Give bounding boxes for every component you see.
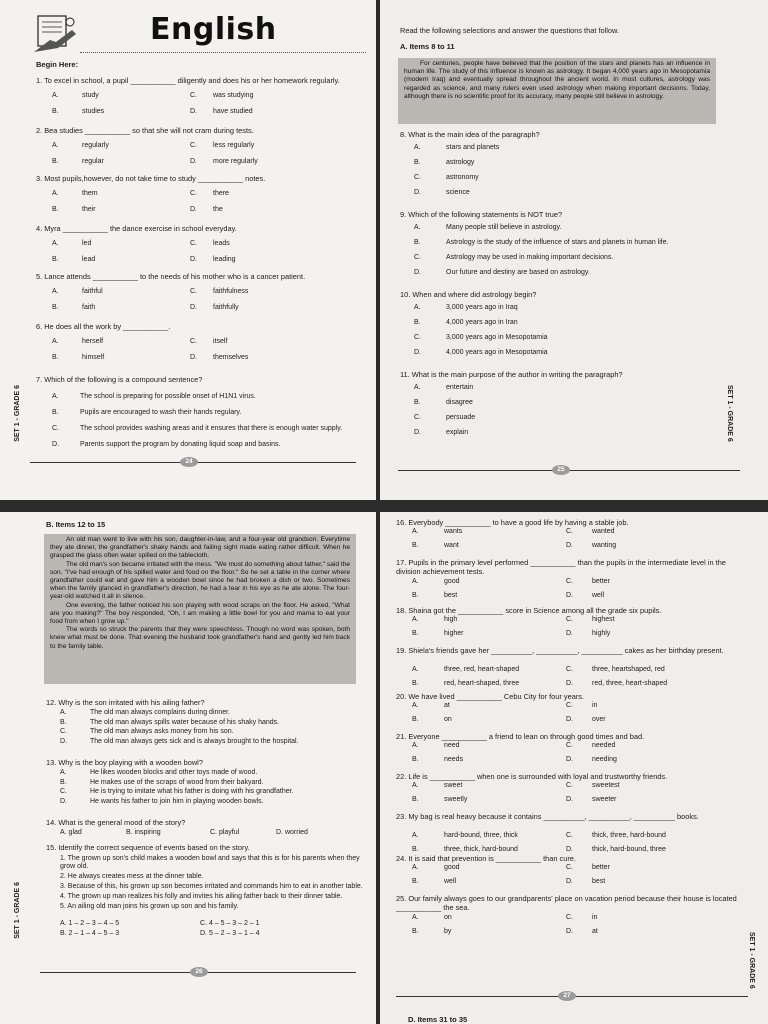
option-a-text: need [444, 742, 460, 749]
option-text: The school is preparing for possible onset of H1N1 virus. [80, 393, 256, 400]
section-a-heading: A. Items 8 to 11 [400, 42, 455, 51]
option-a: A. 1 – 2 – 3 – 4 – 5 [60, 920, 120, 927]
option-b: B. [412, 716, 419, 723]
option-d: D. [566, 592, 573, 599]
option-c: C. [566, 832, 573, 839]
option-d-text: wanting [592, 542, 617, 549]
option-d: D. [190, 108, 197, 115]
option-d-text: over [592, 716, 606, 723]
option-letter: D. [60, 797, 67, 805]
option-text: He is trying to imitate what his father is doing with his grandfather. [90, 788, 294, 795]
option-d-text: highly [592, 630, 611, 637]
question: 21. Everyone ___________ a friend to lean on through good times and bad. [396, 732, 645, 741]
passage-paragraph: One evening, the father noticed his son playing with wood scraps on the floor. He asked, "What are you making?" The boy responded, "Oh, I am making a little bowl for you and mama to eat your food from when I grow up." [50, 601, 350, 626]
question: 11. What is the main purpose of the author in writing the paragraph? [400, 370, 623, 379]
option-d-text: sweeter [592, 796, 617, 803]
option-b: B. [52, 108, 59, 115]
option-text: astrology [446, 159, 475, 166]
option-c-text: three, heartshaped, red [592, 666, 665, 673]
option-b-text: well [444, 878, 457, 885]
option-c-text: thick, three, hard-bound [592, 832, 666, 839]
option-letter: A. [414, 144, 421, 151]
option-d-text: at [592, 928, 598, 935]
option-b-text: himself [82, 354, 105, 361]
option-a: A. [412, 832, 419, 839]
option-c-text: in [592, 914, 598, 921]
option-c: C. [566, 742, 573, 749]
option-a-text: wants [444, 528, 463, 535]
option-letter: C. [414, 414, 421, 421]
side-label: SET 1 - GRADE 6 [14, 882, 21, 939]
option-d-text: thick, hard-bound, three [592, 846, 666, 853]
option-c-text: sweetest [592, 782, 620, 789]
page-title: English [150, 12, 277, 47]
option-a-text: at [444, 702, 450, 709]
astrology-passage [398, 58, 716, 124]
option-text: 4,000 years ago in Mesopotamia [446, 349, 548, 356]
option-text: stars and planets [446, 144, 500, 151]
option-b-text: needs [444, 756, 464, 763]
option-c: C. 4 – 5 – 3 – 2 – 1 [200, 920, 260, 927]
option-d-text: best [592, 878, 606, 885]
option-b: B. [52, 158, 59, 165]
option-letter: B. [60, 718, 67, 726]
option-text: He likes wooden blocks and other toys made of wood. [90, 769, 258, 776]
option-a-text: good [444, 864, 460, 871]
option-text: explain [446, 429, 469, 436]
option-text: Astrology is the study of the influence of stars and planets in human life. [446, 239, 669, 246]
option-d: D. [566, 878, 573, 885]
option-d: D. [566, 630, 573, 637]
option-letter: D. [414, 429, 421, 436]
page-24 [0, 0, 376, 500]
page-25-content [380, 0, 768, 500]
option-d: D. worried [276, 829, 308, 836]
option-letter: C. [414, 254, 421, 261]
option-c: C. [566, 578, 573, 585]
passage-paragraph: An old man went to live with his son, daughter-in-law, and a four-year old grandson. Everytime they ate dinner, the grandfather's shaky hands and failing sight made eating rather difficult. When he grasped the glass often water spilled on the tablecloth. [50, 536, 350, 560]
option-d: D. [566, 846, 573, 853]
option-a-text: faithful [82, 288, 103, 295]
page-26-content [0, 512, 376, 1024]
option-letter: C. [60, 728, 67, 735]
side-label: SET 1 - GRADE 6 [14, 385, 21, 442]
title-divider [80, 52, 366, 53]
option-a-text: high [444, 616, 458, 623]
option-c: C. [566, 702, 573, 709]
question: 10. When and where did astrology begin? [400, 290, 537, 299]
option-b: B. [412, 928, 419, 935]
question: 19. Shiela's friends gave her __________, __________, __________ cakes as her birthday present. [396, 646, 724, 655]
option-letter: B. [60, 778, 67, 786]
side-label: SET 1 - GRADE 6 [748, 932, 755, 989]
option-text: Our future and destiny are based on astrology. [446, 269, 590, 276]
question: 3. Most pupils,however, do not take time to study ___________ notes. [36, 174, 266, 183]
option-a-text: regularly [82, 142, 109, 149]
option-d-text: needing [592, 756, 617, 763]
option-a: A. [412, 616, 419, 623]
event: 5. An ailing old man joins his grown up son and his family. [60, 903, 239, 910]
option-a: A. [52, 190, 59, 197]
option-b-text: best [444, 592, 458, 599]
page-number: 25 [552, 465, 570, 475]
option-letter: B. [414, 239, 421, 246]
question: 9. Which of the following statements is NOT true? [400, 210, 563, 219]
option-letter: B. [414, 159, 421, 166]
option-c: C. [190, 240, 197, 247]
option-c-text: leads [213, 240, 230, 247]
option-text: entertain [446, 384, 474, 391]
option-text: astronomy [446, 174, 479, 181]
page-27-content [380, 512, 768, 1024]
option-b: B. [52, 206, 59, 213]
question: 16. Everybody ___________ to have a good life by having a stable job. [396, 518, 629, 527]
option-b: B. inspiring [126, 829, 161, 836]
option-c-text: better [592, 578, 610, 585]
option-b: B. [52, 354, 59, 361]
option-d: D. [190, 304, 197, 311]
option-a: A. [52, 92, 59, 99]
option-c-text: there [213, 190, 229, 197]
option-d-text: red, three, heart-shaped [592, 680, 668, 687]
option-d: D. [566, 796, 573, 803]
option-letter: A. [60, 709, 67, 716]
option-c-text: faithfulness [213, 288, 249, 295]
option-b-text: three, thick, hard-bound [444, 846, 518, 853]
option-letter: C. [60, 788, 67, 795]
question: 4. Myra ___________ the dance exercise in school everyday. [36, 224, 237, 233]
option-b: B. [412, 592, 419, 599]
option-c: C. [566, 616, 573, 623]
option-b: B. [412, 680, 419, 687]
option-d-text: faithfully [213, 304, 239, 311]
option-letter: D. [52, 441, 59, 448]
question: 5. Lance attends ___________ to the needs of his mother who is a cancer patient. [36, 272, 306, 281]
option-a-text: three, red, heart-shaped [444, 666, 520, 673]
option-d: D. [190, 206, 197, 213]
old-man-passage [44, 534, 356, 684]
option-text: The old man always asks money from his son. [90, 728, 234, 735]
option-letter: B. [414, 399, 421, 406]
page-25 [380, 0, 768, 500]
option-a: A. [52, 142, 59, 149]
question: 1. To excel in school, a pupil ___________ diligently and does his or her homework regularly. [36, 76, 340, 85]
option-letter: A. [414, 384, 421, 391]
passage-text: For centuries, people have believed that the position of the stars and planets has an influence in human life. The study of this influence is known as astrology. It began 4,000 years ago in Mesopotamia (modern Iraq) and eventually spread throughout the ancient world. In most cultures, astrology was regarded as science, and many rulers even used astrology when making important decisions. Today, although there is no scientific proof for its accuracy, many people still believe in astrology. [404, 60, 710, 100]
option-c-text: better [592, 864, 610, 871]
option-a: A. [412, 578, 419, 585]
option-text: 4,000 years ago in Iran [446, 319, 518, 326]
option-text: science [446, 189, 470, 196]
side-label: SET 1 - GRADE 6 [726, 385, 733, 442]
option-b-text: red, heart-shaped, three [444, 680, 520, 687]
option-d: D. [566, 928, 573, 935]
option-b-text: their [82, 206, 96, 213]
option-text: Many people still believe in astrology. [446, 224, 562, 231]
passage-paragraph: The old man's son became irritated with the mess. "We must do something about father," said the son. "I've had enough of his spilled water and food on the floor." So he set a table in the corner where grandfather could eat and gave him a wooden bowl since he had broken a dish or two. Sometimes when the family glanced in grandfather's direction, he had a tear in his eye as he ate alone. The four-year-old watched it all in silence. [50, 560, 350, 601]
option-c-text: needed [592, 742, 616, 749]
option-letter: B. [414, 319, 421, 326]
option-b-text: faith [82, 304, 96, 311]
option-c: C. [566, 864, 573, 871]
option-c-text: was studying [213, 92, 254, 99]
option-c: C. [190, 142, 197, 149]
option-a-text: on [444, 914, 452, 921]
question: 12. Why is the son irritated with his ailing father? [46, 698, 205, 707]
option-letter: B. [52, 409, 59, 416]
option-b-text: by [444, 928, 452, 935]
page-number: 27 [558, 991, 576, 1001]
option-c: C. [566, 528, 573, 535]
option-d-text: more regularly [213, 158, 258, 165]
option-b-text: higher [444, 630, 464, 637]
option-d-text: have studied [213, 108, 253, 115]
option-b: B. [412, 756, 419, 763]
question: 8. What is the main idea of the paragraph? [400, 130, 540, 139]
option-a: A. [52, 240, 59, 247]
option-letter: D. [414, 269, 421, 276]
question: 17. Pupils in the primary level performed ___________ than the pupils in the intermediate level in the division achievement tests. [396, 558, 726, 576]
option-c: C. [566, 666, 573, 673]
option-b: B. [412, 878, 419, 885]
option-text: disagree [446, 399, 473, 406]
option-b-text: want [444, 542, 459, 549]
option-c-text: highest [592, 616, 615, 623]
option-c-text: wanted [592, 528, 615, 535]
option-a-text: led [82, 240, 92, 247]
option-b: B. 2 – 1 – 4 – 5 – 3 [60, 930, 120, 937]
option-letter: D. [414, 189, 421, 196]
option-letter: A. [52, 393, 59, 400]
option-c: C. [566, 782, 573, 789]
question: 22. Life is ___________ when one is surrounded with loyal and trustworthy friends. [396, 772, 668, 781]
option-a-text: hard-bound, three, thick [444, 832, 518, 839]
option-letter: C. [414, 334, 421, 341]
option-c: C. playful [210, 829, 240, 836]
option-a: A. [412, 914, 419, 921]
begin-heading: Begin Here: [36, 60, 79, 69]
option-a: A. [52, 338, 59, 345]
option-b: B. [412, 846, 419, 853]
question: 18. Shaina got the ___________ score in Science among all the grade six pupils. [396, 606, 662, 615]
option-a: A. [412, 782, 419, 789]
option-text: The old man always complains during dinner. [90, 709, 231, 716]
option-text: The old man always gets sick and is always brought to the hospital. [90, 737, 299, 745]
option-letter: A. [60, 769, 67, 776]
option-a-text: good [444, 578, 460, 585]
question: 24. It is said that prevention is ___________ than cure. [396, 854, 576, 863]
option-b-text: regular [82, 158, 104, 165]
option-text: The old man always spills water because of his shaky hands. [90, 718, 280, 726]
option-a: A. [412, 528, 419, 535]
option-d: D. [566, 680, 573, 687]
option-text: He makes use of the scraps of wood from their bakyard. [90, 778, 264, 786]
passage-paragraph: The words so struck the parents that they were speechless. Though no word was spoken, both knew what must be done. That evening the husband took grandfather's hand and gently led him back to the family table. [50, 626, 350, 650]
option-a-text: herself [82, 338, 104, 345]
option-letter: A. [414, 304, 421, 311]
option-letter: C. [52, 425, 59, 432]
page-number: 26 [190, 967, 208, 977]
question: 13. Why is the boy playing with a wooden bowl? [46, 758, 203, 767]
option-c: C. [190, 338, 197, 345]
page-26 [0, 512, 376, 1024]
question: 7. Which of the following is a compound sentence? [36, 375, 203, 384]
option-d: D. [566, 756, 573, 763]
option-b: B. [412, 796, 419, 803]
option-text: persuade [446, 414, 476, 421]
event: 1. The grown up son's child makes a wooden bowl and says that this is for his parents when they grow old. [60, 855, 360, 870]
option-a: A. [52, 288, 59, 295]
event: 2. He always creates mess at the dinner table. [60, 873, 204, 880]
option-a: A. [412, 702, 419, 709]
option-b: B. [52, 304, 59, 311]
question: 23. My bag is real heavy because it contains __________, __________, __________ books. [396, 812, 699, 821]
page-24-content [0, 0, 376, 500]
option-letter: D. [414, 349, 421, 356]
option-b-text: sweetly [444, 796, 468, 803]
section-b-heading: B. Items 12 to 15 [46, 520, 106, 529]
event: 3. Because of this, his grown up son becomes irritated and commands him to eat in another table. [60, 883, 363, 890]
question: 2. Bea studies ___________ so that she will not cram during tests. [36, 126, 254, 135]
option-a: A. [412, 666, 419, 673]
instructions: Read the following selections and answer the questions that follow. [400, 26, 619, 35]
option-a: A. glad [60, 829, 82, 836]
option-d: D. [566, 542, 573, 549]
option-c: C. [190, 190, 197, 197]
question: 6. He does all the work by ___________. [36, 322, 171, 331]
option-d-text: the [213, 206, 223, 213]
option-c: C. [566, 914, 573, 921]
option-d-text: well [592, 592, 605, 599]
option-c: C. [190, 288, 197, 295]
option-b-text: lead [82, 256, 96, 263]
option-c-text: less regularly [213, 142, 255, 149]
option-text: The school provides washing areas and it ensures that there is enough water supply. [80, 425, 343, 432]
option-b-text: studies [82, 108, 105, 115]
option-b: B. [412, 630, 419, 637]
option-letter: D. [60, 737, 67, 745]
option-a-text: sweet [444, 782, 463, 789]
option-d: D. [190, 158, 197, 165]
option-a-text: study [82, 92, 99, 99]
option-a: A. [412, 742, 419, 749]
option-text: 3,000 years ago in Iraq [446, 304, 518, 311]
section-d-heading: D. Items 31 to 35 [408, 1015, 468, 1024]
option-c: C. [190, 92, 197, 99]
option-text: Parents support the program by donating liquid soap and basins. [80, 441, 281, 448]
question: 14. What is the general mood of the story? [46, 818, 186, 827]
option-text: 3,000 years ago in Mesopotamia [446, 334, 548, 341]
event: 4. The grown up man realizes his folly and invites his ailing father back to their dinner table. [60, 893, 343, 900]
question: 20. We have lived ___________ Cebu City for four years. [396, 692, 585, 701]
page-number: 24 [180, 457, 198, 467]
option-d-text: themselves [213, 354, 249, 361]
option-text: Pupils are encouraged to wash their hands regulary. [80, 409, 242, 416]
option-d: D. [190, 354, 197, 361]
option-d: D. [566, 716, 573, 723]
option-letter: C. [414, 174, 421, 181]
option-d-text: leading [213, 256, 236, 263]
option-b-text: on [444, 716, 452, 723]
option-c-text: itself [213, 338, 228, 345]
option-a-text: them [82, 190, 98, 197]
question: 25. Our family always goes to our grandparents' place on vacation period because their house is located ___________ the sea. [396, 894, 737, 912]
option-c-text: in [592, 702, 598, 709]
option-text: He wants his father to join him in playing wooden bowls. [90, 797, 264, 805]
option-text: Astrology may be used in making important decisions. [446, 254, 614, 261]
option-letter: A. [414, 224, 421, 231]
option-a: A. [412, 864, 419, 871]
page-27 [380, 512, 768, 1024]
option-d: D. [190, 256, 197, 263]
scholar-logo-icon [32, 12, 80, 56]
option-b: B. [52, 256, 59, 263]
option-b: B. [412, 542, 419, 549]
option-d: D. 5 – 2 – 3 – 1 – 4 [200, 930, 260, 937]
question: 15. Identify the correct sequence of events based on the story. [46, 843, 250, 852]
